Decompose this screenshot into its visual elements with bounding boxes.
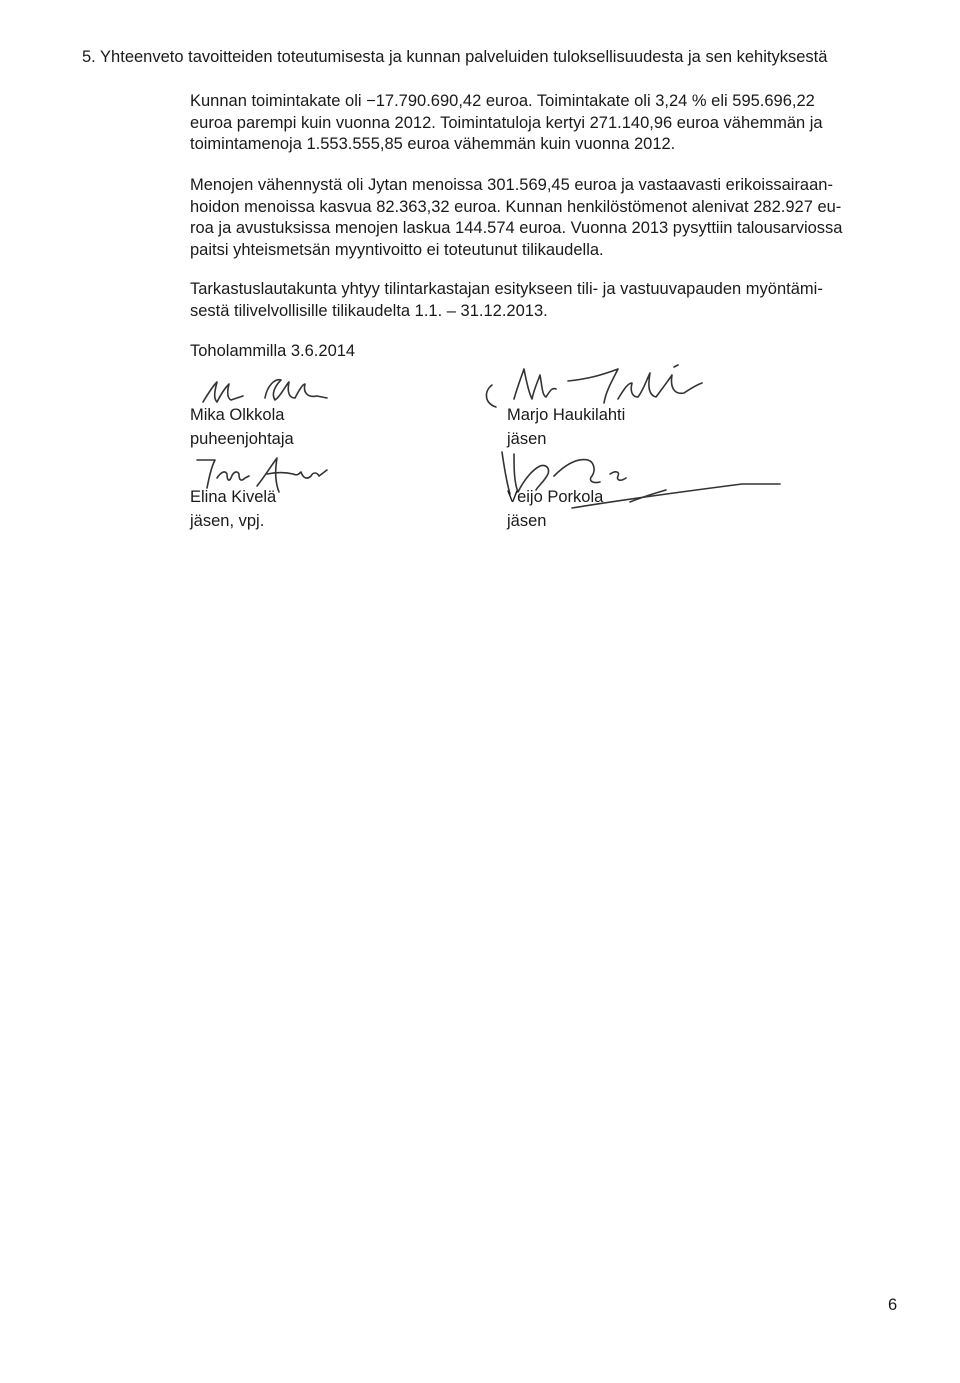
signatory-block [507,485,603,533]
section-heading: 5. Yhteenveto tavoitteiden toteutumisesta ja kunnan palveluiden tuloksellisuudesta ja sen kehityksestä [82,48,828,66]
paragraph-operating-margin [190,91,910,156]
signatory-name: Veijo Porkola [507,488,604,506]
signatory-block [507,403,625,451]
page-number: 6 [888,1296,898,1314]
text-line: toimintamenoja 1.553.555,85 euroa vähemmän kuin vuonna 2012. [190,135,676,153]
text-line: paitsi yhteismetsän myyntivoitto ei toteutunut tilikaudella. [190,240,604,259]
text-line: euroa parempi kuin vuonna 2012. Toimintatuloja kertyi 271.140,96 euroa vähemmän ja [190,113,823,132]
text-line: Kunnan toimintakate oli −17.790.690,42 euroa. Toimintakate oli 3,24 % eli 595.696,22 [190,92,815,110]
text-line: roa ja avustuksissa menojen laskua 144.574 euroa. Vuonna 2013 pysyttiin talousarviossa [190,219,843,237]
signatory-role: jäsen [507,512,547,530]
place-and-date: Toholammilla 3.6.2014 [190,342,356,360]
paragraph-discharge-statement [190,279,910,322]
signatory-role: jäsen, vpj. [190,512,265,530]
text-line: Menojen vähennystä oli Jytan menoissa 301.569,45 euroa ja vastaavasti erikoissairaan- [190,176,833,194]
signatory-block [190,403,294,451]
signatory-name: Elina Kivelä [190,488,277,506]
text-line: Tarkastuslautakunta yhtyy tilintarkastajan esitykseen tili- ja vastuuvapauden myöntämi- [190,280,823,298]
signatory-role: jäsen [507,430,547,448]
paragraph-expenses [190,175,910,261]
signatory-name: Marjo Haukilahti [507,406,626,424]
text-line: sestä tilivelvollisille tilikaudelta 1.1. – 31.12.2013. [190,301,548,320]
signatory-block [190,485,276,533]
signatory-role: puheenjohtaja [190,430,294,448]
text-line: hoidon menoissa kasvua 82.363,32 euroa. Kunnan henkilöstömenot alenivat 282.927 eu- [190,197,842,216]
signatory-name: Mika Olkkola [190,406,285,424]
